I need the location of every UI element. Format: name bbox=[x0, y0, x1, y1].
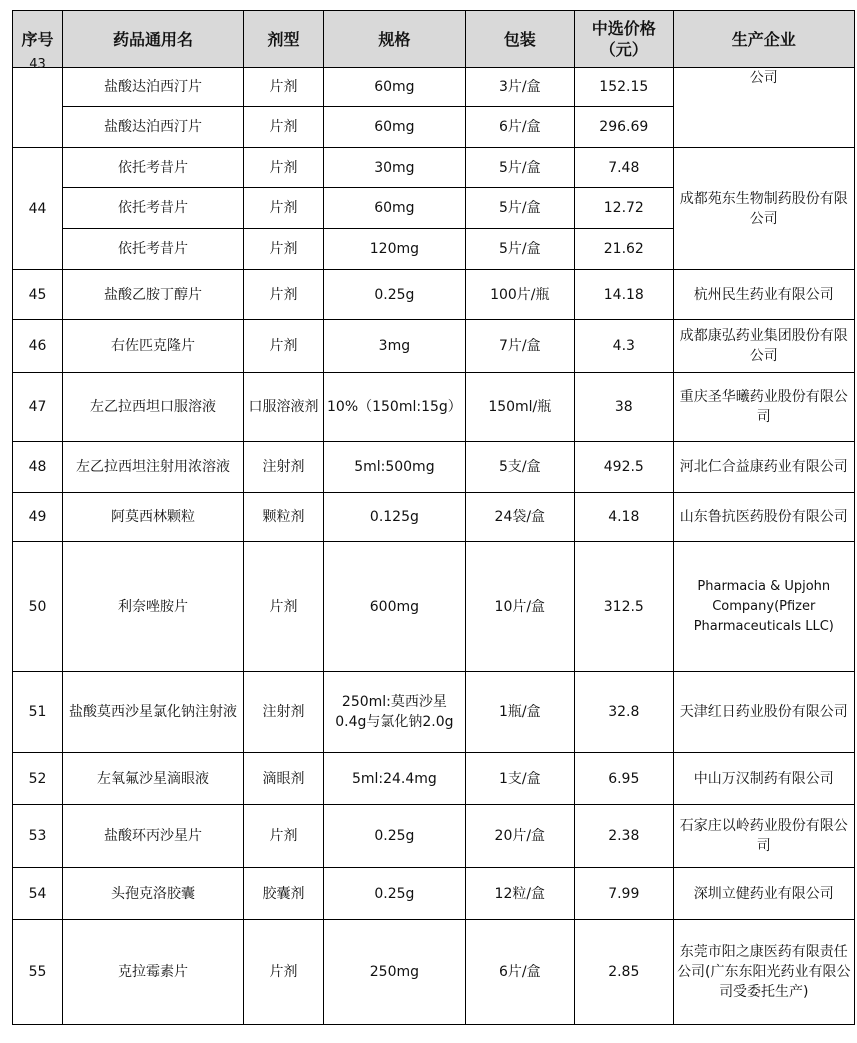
serial-no-cell: 48 bbox=[13, 442, 63, 493]
specification-cell: 60mg bbox=[324, 188, 466, 229]
drug-name-cell: 盐酸环丙沙星片 bbox=[63, 805, 244, 868]
drug-name-cell: 克拉霉素片 bbox=[63, 920, 244, 1025]
specification-cell: 600mg bbox=[324, 542, 466, 672]
manufacturer-cell: 重庆圣华曦药业股份有限公司 bbox=[673, 373, 854, 442]
header-packaging: 包装 bbox=[465, 11, 574, 68]
price-cell: 14.18 bbox=[574, 270, 673, 320]
specification-cell: 5ml:500mg bbox=[324, 442, 466, 493]
manufacturer-cell: 河北仁合益康药业有限公司 bbox=[673, 442, 854, 493]
header-row bbox=[13, 11, 855, 68]
table-row bbox=[13, 753, 855, 805]
packaging-cell: 24袋/盒 bbox=[465, 493, 574, 542]
packaging-cell: 20片/盒 bbox=[465, 805, 574, 868]
specification-cell: 0.25g bbox=[324, 868, 466, 920]
dosage-form-cell: 注射剂 bbox=[244, 442, 324, 493]
specification-cell: 0.25g bbox=[324, 805, 466, 868]
dosage-form-cell: 口服溶液剂 bbox=[244, 373, 324, 442]
dosage-form-cell: 片剂 bbox=[244, 320, 324, 373]
specification-cell: 0.25g bbox=[324, 270, 466, 320]
dosage-form-cell: 注射剂 bbox=[244, 672, 324, 753]
drug-name-cell: 利奈唑胺片 bbox=[63, 542, 244, 672]
header-price-line-2: （元） bbox=[599, 40, 648, 59]
packaging-cell: 10片/盒 bbox=[465, 542, 574, 672]
specification-cell: 0.125g bbox=[324, 493, 466, 542]
packaging-cell: 6片/盒 bbox=[465, 107, 574, 148]
drug-name-cell: 头孢克洛胶囊 bbox=[63, 868, 244, 920]
price-cell: 32.8 bbox=[574, 672, 673, 753]
price-cell: 152.15 bbox=[574, 68, 673, 107]
drug-price-table bbox=[12, 10, 855, 1025]
price-cell: 38 bbox=[574, 373, 673, 442]
specification-cell: 250mg bbox=[324, 920, 466, 1025]
manufacturer-cell: 山东鲁抗医药股份有限公司 bbox=[673, 493, 854, 542]
specification-cell: 60mg bbox=[324, 68, 466, 107]
packaging-cell: 12粒/盒 bbox=[465, 868, 574, 920]
table-row bbox=[13, 148, 855, 188]
dosage-form-cell: 片剂 bbox=[244, 107, 324, 148]
drug-name-cell: 依托考昔片 bbox=[63, 148, 244, 188]
serial-no-cell: 46 bbox=[13, 320, 63, 373]
serial-no-cell: 47 bbox=[13, 373, 63, 442]
dosage-form-cell: 片剂 bbox=[244, 270, 324, 320]
drug-name-cell: 右佐匹克隆片 bbox=[63, 320, 244, 373]
packaging-cell: 6片/盒 bbox=[465, 920, 574, 1025]
drug-name-cell: 左氧氟沙星滴眼液 bbox=[63, 753, 244, 805]
table-body bbox=[13, 57, 855, 1025]
serial-no-cell: 49 bbox=[13, 493, 63, 542]
serial-no-cell bbox=[13, 57, 63, 148]
serial-no-text: 43 bbox=[29, 57, 46, 72]
table-row bbox=[13, 672, 855, 753]
header-dosage-form: 剂型 bbox=[244, 11, 324, 68]
table-row bbox=[13, 542, 855, 672]
price-cell: 21.62 bbox=[574, 229, 673, 270]
manufacturer-cell: 东莞市阳之康医药有限责任公司(广东东阳光药业有限公司受委托生产) bbox=[673, 920, 854, 1025]
price-cell: 296.69 bbox=[574, 107, 673, 148]
serial-no-cell: 55 bbox=[13, 920, 63, 1025]
drug-name-cell: 左乙拉西坦口服溶液 bbox=[63, 373, 244, 442]
table-row bbox=[13, 805, 855, 868]
manufacturer-cell: Pharmacia & Upjohn Company(Pfizer Pharmaceuticals LLC) bbox=[673, 542, 854, 672]
serial-no-cell: 50 bbox=[13, 542, 63, 672]
price-cell: 7.48 bbox=[574, 148, 673, 188]
manufacturer-cell bbox=[673, 68, 854, 148]
packaging-cell: 1支/盒 bbox=[465, 753, 574, 805]
table-header bbox=[13, 11, 855, 68]
dosage-form-cell: 片剂 bbox=[244, 805, 324, 868]
price-cell: 4.18 bbox=[574, 493, 673, 542]
packaging-cell: 150ml/瓶 bbox=[465, 373, 574, 442]
drug-name-cell: 盐酸达泊西汀片 bbox=[63, 107, 244, 148]
dosage-form-cell: 片剂 bbox=[244, 920, 324, 1025]
serial-no-cell: 45 bbox=[13, 270, 63, 320]
specification-cell: 10%（150ml:15g） bbox=[324, 373, 466, 442]
table-row bbox=[13, 373, 855, 442]
manufacturer-cell: 天津红日药业股份有限公司 bbox=[673, 672, 854, 753]
serial-no-cell: 54 bbox=[13, 868, 63, 920]
price-cell: 2.85 bbox=[574, 920, 673, 1025]
packaging-cell: 5片/盒 bbox=[465, 148, 574, 188]
packaging-cell: 5片/盒 bbox=[465, 229, 574, 270]
packaging-cell: 3片/盒 bbox=[465, 68, 574, 107]
table-row bbox=[13, 68, 855, 107]
drug-name-cell: 左乙拉西坦注射用浓溶液 bbox=[63, 442, 244, 493]
serial-no-cell: 44 bbox=[13, 148, 63, 270]
manufacturer-cell: 成都苑东生物制药股份有限公司 bbox=[673, 148, 854, 270]
dosage-form-cell: 片剂 bbox=[244, 188, 324, 229]
table-row bbox=[13, 493, 855, 542]
dosage-form-cell: 胶囊剂 bbox=[244, 868, 324, 920]
dosage-form-cell: 滴眼剂 bbox=[244, 753, 324, 805]
dosage-form-cell: 片剂 bbox=[244, 542, 324, 672]
packaging-cell: 7片/盒 bbox=[465, 320, 574, 373]
header-price-line-1: 中选价格 bbox=[591, 19, 656, 38]
specification-cell: 250ml:莫西沙星0.4g与氯化钠2.0g bbox=[324, 672, 466, 753]
serial-no-cell: 52 bbox=[13, 753, 63, 805]
manufacturer-cell: 中山万汉制药有限公司 bbox=[673, 753, 854, 805]
price-cell: 312.5 bbox=[574, 542, 673, 672]
drug-name-cell: 盐酸达泊西汀片 bbox=[63, 68, 244, 107]
table-row bbox=[13, 442, 855, 493]
serial-no-cell: 53 bbox=[13, 805, 63, 868]
manufacturer-cell: 成都康弘药业集团股份有限公司 bbox=[673, 320, 854, 373]
drug-name-cell: 盐酸乙胺丁醇片 bbox=[63, 270, 244, 320]
drug-name-cell: 阿莫西林颗粒 bbox=[63, 493, 244, 542]
specification-cell: 3mg bbox=[324, 320, 466, 373]
packaging-cell: 1瓶/盒 bbox=[465, 672, 574, 753]
table-row bbox=[13, 920, 855, 1025]
specification-cell: 30mg bbox=[324, 148, 466, 188]
price-cell: 12.72 bbox=[574, 188, 673, 229]
drug-name-cell: 依托考昔片 bbox=[63, 188, 244, 229]
table-row bbox=[13, 868, 855, 920]
specification-cell: 60mg bbox=[324, 107, 466, 148]
manufacturer-cell: 深圳立健药业有限公司 bbox=[673, 868, 854, 920]
header-serial-no: 序号 bbox=[13, 11, 63, 68]
header-selected-price bbox=[574, 11, 673, 68]
manufacturer-cell: 石家庄以岭药业股份有限公司 bbox=[673, 805, 854, 868]
serial-no-cell: 51 bbox=[13, 672, 63, 753]
table-row bbox=[13, 270, 855, 320]
specification-cell: 120mg bbox=[324, 229, 466, 270]
drug-name-cell: 依托考昔片 bbox=[63, 229, 244, 270]
packaging-cell: 100片/瓶 bbox=[465, 270, 574, 320]
header-specification: 规格 bbox=[324, 11, 466, 68]
dosage-form-cell: 颗粒剂 bbox=[244, 493, 324, 542]
price-cell: 6.95 bbox=[574, 753, 673, 805]
manufacturer-text: 公司 bbox=[749, 70, 778, 86]
price-cell: 7.99 bbox=[574, 868, 673, 920]
packaging-cell: 5支/盒 bbox=[465, 442, 574, 493]
price-cell: 2.38 bbox=[574, 805, 673, 868]
price-cell: 492.5 bbox=[574, 442, 673, 493]
header-manufacturer: 生产企业 bbox=[673, 11, 854, 68]
dosage-form-cell: 片剂 bbox=[244, 68, 324, 107]
price-cell: 4.3 bbox=[574, 320, 673, 373]
table-row bbox=[13, 320, 855, 373]
drug-name-cell: 盐酸莫西沙星氯化钠注射液 bbox=[63, 672, 244, 753]
packaging-cell: 5片/盒 bbox=[465, 188, 574, 229]
dosage-form-cell: 片剂 bbox=[244, 148, 324, 188]
specification-cell: 5ml:24.4mg bbox=[324, 753, 466, 805]
dosage-form-cell: 片剂 bbox=[244, 229, 324, 270]
manufacturer-cell: 杭州民生药业有限公司 bbox=[673, 270, 854, 320]
header-drug-name: 药品通用名 bbox=[63, 11, 244, 68]
